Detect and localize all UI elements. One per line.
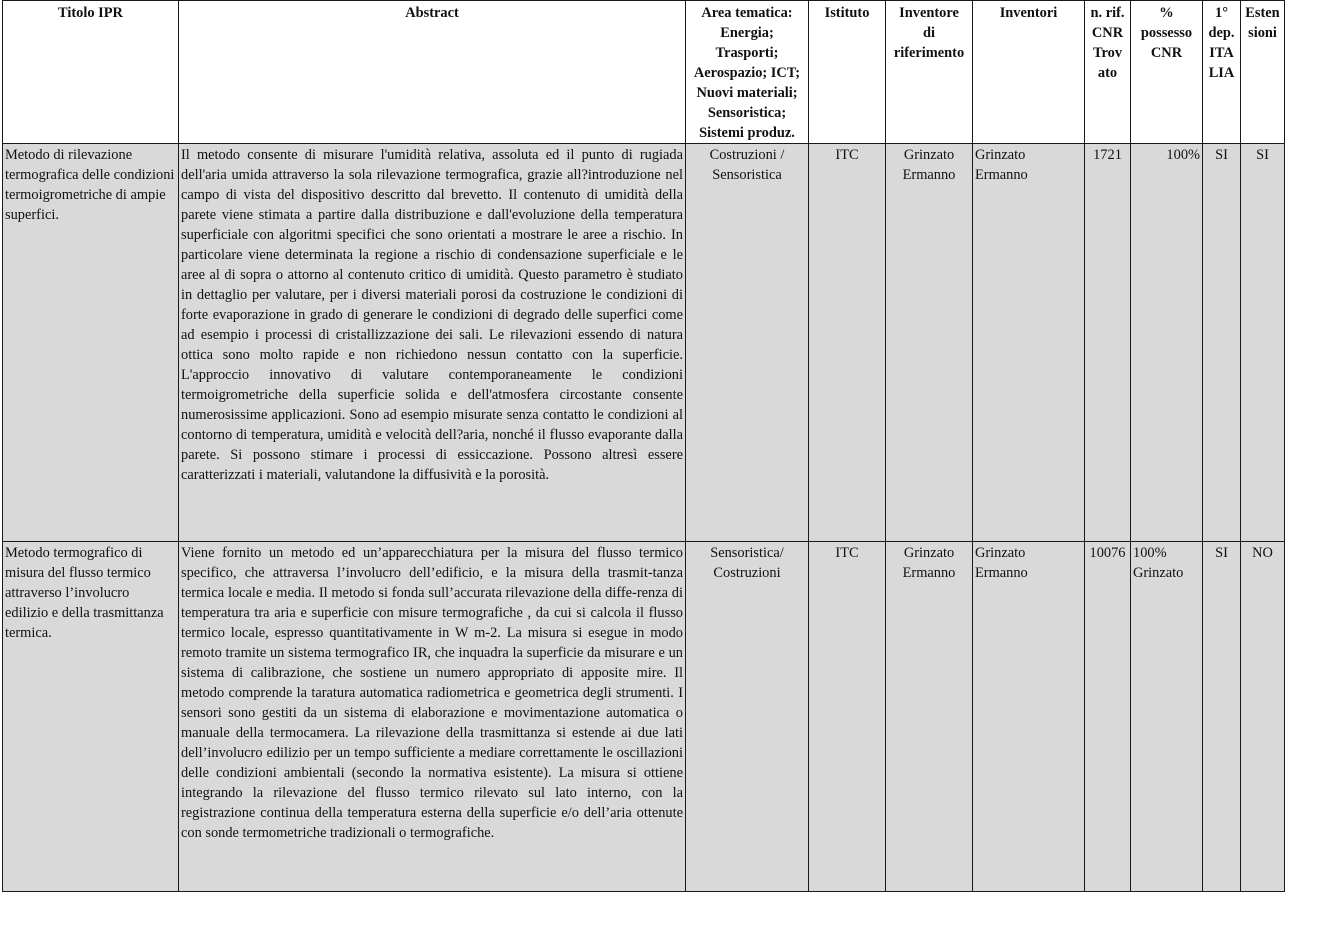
cell-possesso: 100% Grinzato	[1131, 542, 1203, 892]
header-dep-italia: 1° dep. ITA LIA	[1203, 1, 1241, 144]
header-inventori: Inventori	[973, 1, 1085, 144]
document-page	[2, 0, 1285, 892]
header-n-rif: n. rif. CNR Trov ato	[1085, 1, 1131, 144]
ipr-table	[2, 0, 1285, 892]
table-row	[3, 144, 1285, 542]
header-area-tematica: Area tematica: Energia; Trasporti; Aerospazio; ICT; Nuovi materiali; Sensoristica; Sistemi produz.	[686, 1, 809, 144]
cell-possesso: 100%	[1131, 144, 1203, 542]
cell-area-tematica: Costruzioni / Sensoristica	[686, 144, 809, 542]
cell-area-tematica: Sensoristica/ Costruzioni	[686, 542, 809, 892]
cell-n-rif: 10076	[1085, 542, 1131, 892]
cell-titolo: Metodo termografico di misura del flusso termico attraverso l’involucro edilizio e della trasmittanza termica.	[3, 542, 179, 892]
cell-inventore-riferimento: Grinzato Ermanno	[886, 144, 973, 542]
cell-inventore-riferimento: Grinzato Ermanno	[886, 542, 973, 892]
header-possesso: % possesso CNR	[1131, 1, 1203, 144]
cell-istituto: ITC	[809, 144, 886, 542]
cell-dep-italia: SI	[1203, 542, 1241, 892]
header-abstract: Abstract	[179, 1, 686, 144]
cell-estensioni: NO	[1241, 542, 1285, 892]
header-inventore-riferimento: Inventore di riferimento	[886, 1, 973, 144]
cell-dep-italia: SI	[1203, 144, 1241, 542]
cell-istituto: ITC	[809, 542, 886, 892]
header-row	[3, 1, 1285, 144]
header-estensioni: Esten sioni	[1241, 1, 1285, 144]
cell-abstract: Viene fornito un metodo ed un’apparecchiatura per la misura del flusso termico specifico, che attraversa l’involucro dell’edificio, e la misura della trasmit-tanza termica locale e media. Il metodo si fonda sull’accurata rilevazione della diffe-renza di temperatura tra aria e superficie con misure termografiche , da cui si calcola il flusso termico locale, espresso quantitativamente in W m-2. La misura si esegue in modo remoto tramite un sistema termografico IR, che inquadra la superficie da misurare e un sistema di calibrazione, che sostiene un numero appropriato di apposite mire. Il metodo comprende la taratura automatica radiometrica e geometrica degli strumenti. I sensori sono gestiti da un sistema di elaborazione e movimentazione automatica o manuale della termocamera. La rilevazione della trasmittanza si estende ai due lati dell’involucro edilizio per un tempo sufficiente a mediare correttamente le oscillazioni delle condizioni ambientali (secondo la normativa esistente). La misura si ottiene integrando la rilevazione del flusso termico rilevato sul lato interno, con la registrazione continua della temperatura esterna della superficie e/o dell’aria ottenute con sonde termometriche tradizionali o termografiche.	[179, 542, 686, 892]
header-istituto: Istituto	[809, 1, 886, 144]
cell-inventori: Grinzato Ermanno	[973, 542, 1085, 892]
cell-inventori: Grinzato Ermanno	[973, 144, 1085, 542]
table-row	[3, 542, 1285, 892]
header-titolo: Titolo IPR	[3, 1, 179, 144]
cell-abstract: Il metodo consente di misurare l'umidità relativa, assoluta ed il punto di rugiada dell'aria umida attraverso la sola rilevazione termografica, grazie all?introduzione nel campo di vista del dispositivo descritto dal brevetto. Il contenuto di umidità della parete viene stimata a partire dalla distribuzione e dall'evoluzione della temperatura superficiale con algoritmi specifici che sono orientati a mostrare le aree a rischio. In particolare viene determinata la regione a rischio di condensazione superficiale e le aree al di sopra o attorno al contenuto critico di umidità. Questo parametro è studiato in dettaglio per valutare, per i diversi materiali porosi da costruzione le condizioni di forte evaporazione in grado di generare le condizioni di degrado delle superfici come ad esempio i processi di cristallizzazione dei sali. Le rilevazioni essendo di natura ottica sono molto rapide e non richiedono nessun contatto con la superficie. L'approccio innovativo di valutare contemporaneamente le condizioni termoigrometriche della superficie solida e dell'atmosfera circostante consente numerosissime applicazioni. Sono ad esempio misurate senza contatto le condizioni al contorno di temperatura, umidità e velocità dell?aria, nonché il flusso evaporante dalla parete. Si possono stimare i processi di essiccazione. Possono altresì essere caratterizzati i materiali, valutandone la diffusività e la porosità.	[179, 144, 686, 542]
cell-estensioni: SI	[1241, 144, 1285, 542]
cell-n-rif: 1721	[1085, 144, 1131, 542]
cell-titolo: Metodo di rilevazione termografica delle condizioni termoigrometriche di ampie superfici.	[3, 144, 179, 542]
